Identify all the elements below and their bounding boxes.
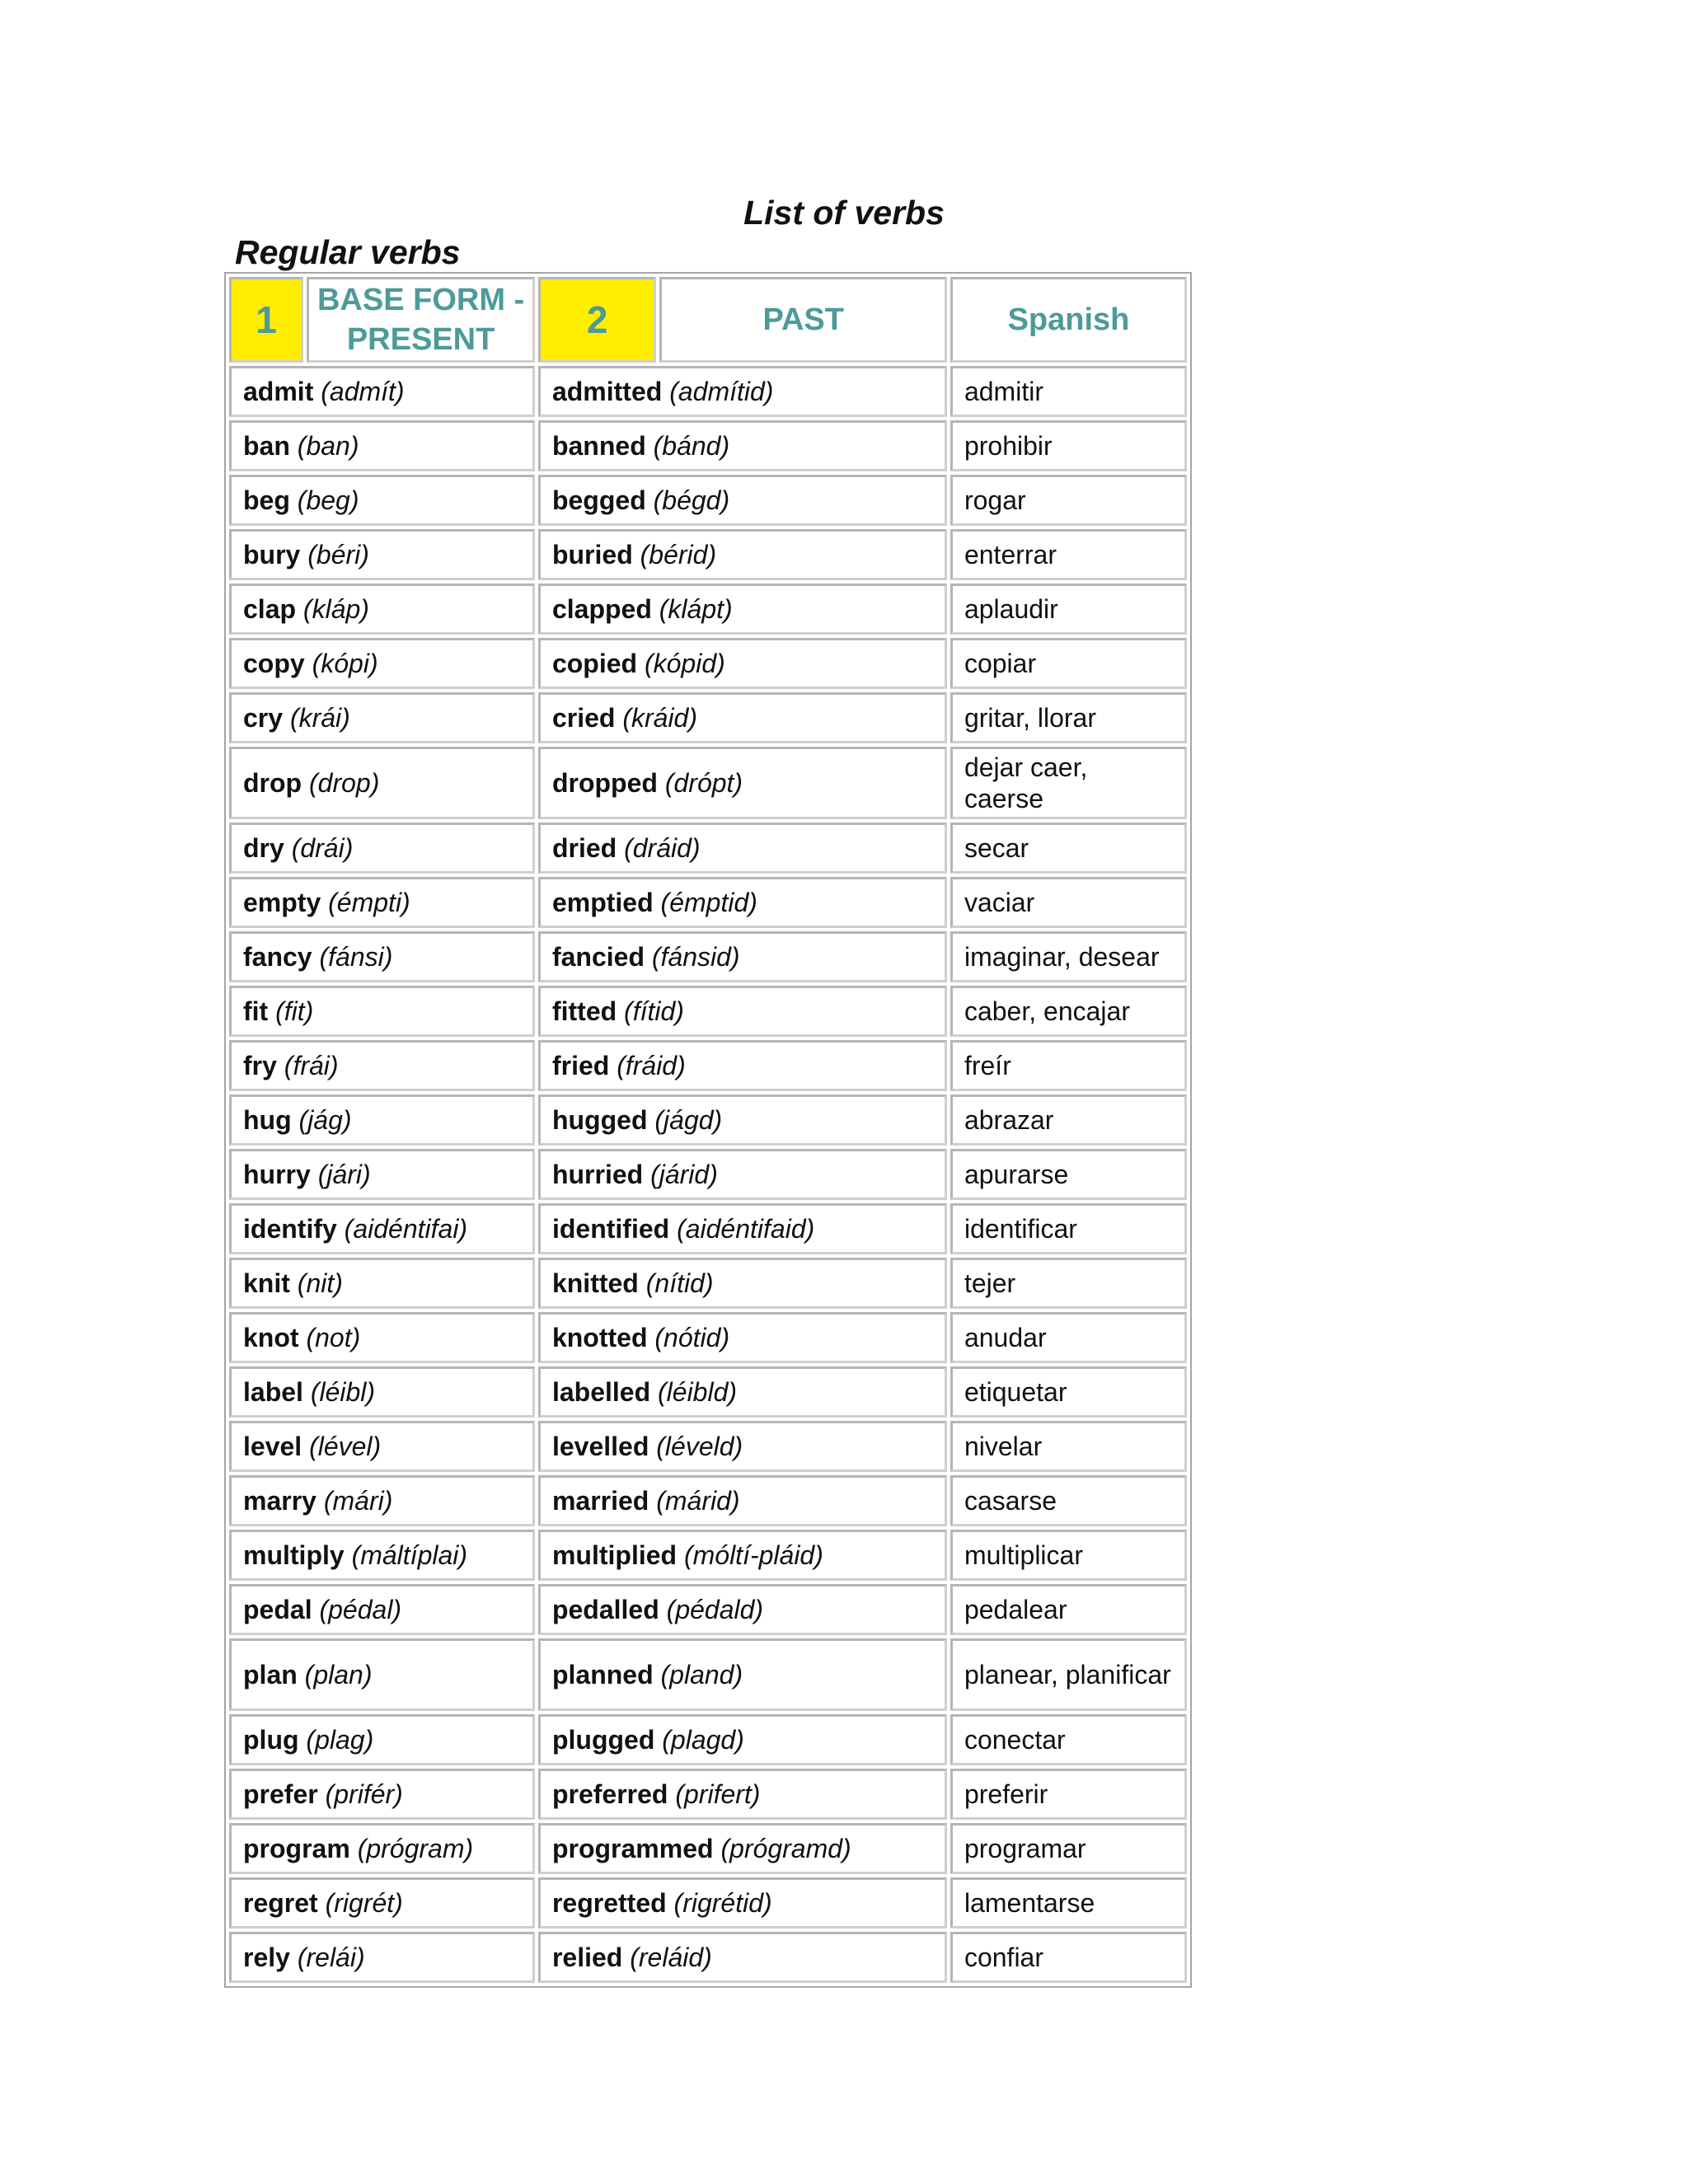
past-verb: cried	[551, 703, 616, 733]
table-row	[229, 1584, 1187, 1635]
table-row	[229, 1258, 1187, 1309]
base-verb: multiply	[243, 1540, 345, 1570]
past-form-cell	[538, 1584, 947, 1635]
spanish-translation: prohibir	[964, 431, 1053, 461]
base-form-cell	[229, 583, 535, 635]
past-verb: multiplied	[551, 1540, 678, 1570]
spanish-translation: tejer	[964, 1268, 1016, 1298]
spanish-cell	[950, 638, 1187, 689]
past-pronunciation: (drópt)	[664, 768, 743, 798]
spanish-cell	[950, 877, 1187, 928]
spanish-translation: enterrar	[964, 540, 1057, 569]
past-form-cell	[538, 1149, 947, 1200]
table-row	[229, 1421, 1187, 1472]
past-pronunciation: (fráid)	[617, 1051, 686, 1080]
past-pronunciation: (reláid)	[630, 1943, 712, 1972]
base-verb: beg	[243, 485, 290, 515]
table-row	[229, 823, 1187, 874]
base-form-cell	[229, 1149, 535, 1200]
base-verb: regret	[243, 1888, 318, 1918]
spanish-cell	[950, 1584, 1187, 1635]
base-pronunciation: (fit)	[275, 996, 314, 1026]
past-form-cell	[538, 638, 947, 689]
past-form-cell	[538, 366, 947, 417]
base-pronunciation: (pédal)	[319, 1595, 402, 1624]
spanish-cell	[950, 1530, 1187, 1581]
spanish-translation: nivelar	[964, 1432, 1043, 1461]
past-pronunciation: (nítid)	[645, 1268, 714, 1298]
base-pronunciation: (fánsi)	[319, 942, 393, 972]
base-pronunciation: (jág)	[298, 1105, 352, 1135]
table-row	[229, 1366, 1187, 1418]
past-form-cell	[538, 1714, 947, 1765]
base-form-cell	[229, 1094, 535, 1146]
table-row	[229, 420, 1187, 471]
base-form-cell	[229, 1312, 535, 1363]
base-form-cell	[229, 823, 535, 874]
base-pronunciation: (plag)	[306, 1725, 374, 1755]
spanish-translation: apurarse	[964, 1160, 1069, 1189]
base-form-cell	[229, 1203, 535, 1254]
table-row	[229, 1932, 1187, 1983]
header-number-1: 1	[229, 277, 303, 363]
spanish-cell	[950, 1040, 1187, 1091]
past-form-cell	[538, 823, 947, 874]
past-form-cell	[538, 1421, 947, 1472]
past-verb: hurried	[551, 1160, 644, 1189]
spanish-translation: freír	[964, 1051, 1011, 1080]
past-form-cell	[538, 1094, 947, 1146]
spanish-translation: vaciar	[964, 888, 1035, 917]
table-row	[229, 877, 1187, 928]
spanish-translation: programar	[964, 1834, 1086, 1863]
base-verb: cry	[243, 703, 284, 733]
past-form-cell	[538, 986, 947, 1037]
past-pronunciation: (dráid)	[624, 833, 701, 863]
past-form-cell	[538, 1769, 947, 1820]
spanish-translation: planear, planificar	[964, 1660, 1171, 1690]
past-verb: levelled	[551, 1432, 649, 1461]
base-pronunciation: (máltíplai)	[351, 1540, 468, 1570]
base-form-cell	[229, 1769, 535, 1820]
past-form-cell	[538, 1638, 947, 1711]
base-pronunciation: (drái)	[291, 833, 354, 863]
base-pronunciation: (mári)	[323, 1486, 393, 1516]
base-verb: copy	[243, 649, 305, 678]
past-verb: knotted	[551, 1323, 648, 1352]
table-row	[229, 1769, 1187, 1820]
base-pronunciation: (relái)	[297, 1943, 365, 1972]
past-pronunciation: (kráid)	[622, 703, 697, 733]
past-pronunciation: (pédald)	[666, 1595, 764, 1624]
header-spanish: Spanish	[950, 277, 1187, 363]
past-pronunciation: (fítid)	[624, 996, 684, 1026]
base-pronunciation: (lével)	[309, 1432, 382, 1461]
table-row	[229, 1823, 1187, 1874]
past-form-cell	[538, 1312, 947, 1363]
table-row	[229, 475, 1187, 526]
base-pronunciation: (prógram)	[357, 1834, 474, 1863]
table-row	[229, 366, 1187, 417]
base-verb: hug	[243, 1105, 292, 1135]
base-verb: level	[243, 1432, 302, 1461]
spanish-translation: preferir	[964, 1779, 1048, 1809]
base-verb: knit	[243, 1268, 290, 1298]
base-verb: hurry	[243, 1160, 311, 1189]
past-form-cell	[538, 1475, 947, 1526]
past-form-cell	[538, 1366, 947, 1418]
base-form-cell	[229, 529, 535, 580]
base-pronunciation: (léibl)	[310, 1377, 376, 1407]
past-verb: fancied	[551, 942, 645, 972]
table-row	[229, 583, 1187, 635]
past-pronunciation: (léibld)	[658, 1377, 738, 1407]
past-pronunciation: (móltí-pláid)	[683, 1540, 823, 1570]
past-form-cell	[538, 1530, 947, 1581]
base-verb: fit	[243, 996, 269, 1026]
table-row	[229, 1149, 1187, 1200]
base-pronunciation: (kláp)	[302, 594, 369, 624]
base-pronunciation: (jári)	[317, 1160, 371, 1189]
past-pronunciation: (kópid)	[644, 649, 725, 678]
past-verb: programmed	[551, 1834, 714, 1863]
base-verb: empty	[243, 888, 321, 917]
past-pronunciation: (márid)	[656, 1486, 740, 1516]
base-verb: plan	[243, 1660, 298, 1690]
past-verb: banned	[551, 431, 646, 461]
past-form-cell	[538, 692, 947, 743]
base-form-cell	[229, 1366, 535, 1418]
base-pronunciation: (nit)	[297, 1268, 343, 1298]
base-form-cell	[229, 366, 535, 417]
past-form-cell	[538, 877, 947, 928]
past-verb: pedalled	[551, 1595, 659, 1624]
base-verb: program	[243, 1834, 350, 1863]
base-verb: plug	[243, 1725, 299, 1755]
spanish-cell	[950, 1877, 1187, 1929]
spanish-translation: imaginar, desear	[964, 942, 1160, 972]
table-row	[229, 1094, 1187, 1146]
past-verb: copied	[551, 649, 638, 678]
past-pronunciation: (prifert)	[675, 1779, 761, 1809]
spanish-cell	[950, 1421, 1187, 1472]
past-verb: clapped	[551, 594, 652, 624]
past-pronunciation: (jágd)	[654, 1105, 723, 1135]
table-row	[229, 1714, 1187, 1765]
past-pronunciation: (nótid)	[654, 1323, 730, 1352]
base-verb: fry	[243, 1051, 277, 1080]
base-verb: knot	[243, 1323, 299, 1352]
past-pronunciation: (bánd)	[653, 431, 730, 461]
spanish-cell	[950, 1475, 1187, 1526]
spanish-translation: etiquetar	[964, 1377, 1067, 1407]
past-pronunciation: (émptid)	[660, 888, 757, 917]
base-form-cell	[229, 747, 535, 819]
base-pronunciation: (frái)	[284, 1051, 339, 1080]
base-verb: rely	[243, 1943, 290, 1972]
spanish-cell	[950, 420, 1187, 471]
past-verb: fitted	[551, 996, 617, 1026]
base-form-cell	[229, 1638, 535, 1711]
base-verb: identify	[243, 1214, 337, 1244]
spanish-translation: aplaudir	[964, 594, 1058, 624]
spanish-translation: gritar, llorar	[964, 703, 1096, 733]
base-form-cell	[229, 1530, 535, 1581]
base-form-cell	[229, 1040, 535, 1091]
base-pronunciation: (admít)	[321, 377, 405, 406]
past-verb: admitted	[551, 377, 663, 406]
spanish-translation: admitir	[964, 377, 1043, 406]
table-row	[229, 747, 1187, 819]
spanish-cell	[950, 1094, 1187, 1146]
table-row	[229, 1312, 1187, 1363]
spanish-cell	[950, 529, 1187, 580]
past-verb: buried	[551, 540, 633, 569]
past-verb: planned	[551, 1660, 654, 1690]
past-form-cell	[538, 1258, 947, 1309]
base-verb: bury	[243, 540, 301, 569]
past-verb: dried	[551, 833, 617, 863]
spanish-cell	[950, 1258, 1187, 1309]
spanish-cell	[950, 366, 1187, 417]
past-form-cell	[538, 583, 947, 635]
past-pronunciation: (pland)	[660, 1660, 743, 1690]
base-form-cell	[229, 1877, 535, 1929]
verbs-table	[224, 272, 1192, 1988]
base-form-cell	[229, 1714, 535, 1765]
past-verb: labelled	[551, 1377, 651, 1407]
spanish-translation: confiar	[964, 1943, 1043, 1972]
past-form-cell	[538, 475, 947, 526]
base-form-cell	[229, 877, 535, 928]
past-verb: begged	[551, 485, 646, 515]
spanish-cell	[950, 475, 1187, 526]
base-form-cell	[229, 1584, 535, 1635]
base-form-cell	[229, 986, 535, 1037]
base-form-cell	[229, 1258, 535, 1309]
past-verb: hugged	[551, 1105, 648, 1135]
past-form-cell	[538, 1040, 947, 1091]
past-verb: dropped	[551, 768, 658, 798]
past-verb: regretted	[551, 1888, 667, 1918]
base-verb: marry	[243, 1486, 316, 1516]
past-pronunciation: (fánsid)	[651, 942, 740, 972]
past-form-cell	[538, 931, 947, 982]
past-form-cell	[538, 747, 947, 819]
spanish-cell	[950, 1149, 1187, 1200]
base-form-cell	[229, 1932, 535, 1983]
base-form-cell	[229, 1823, 535, 1874]
past-pronunciation: (klápt)	[659, 594, 733, 624]
past-form-cell	[538, 420, 947, 471]
spanish-cell	[950, 583, 1187, 635]
header-past: PAST	[659, 277, 947, 363]
base-form-cell	[229, 692, 535, 743]
spanish-translation: caber, encajar	[964, 996, 1130, 1026]
base-form-cell	[229, 1475, 535, 1526]
base-form-cell	[229, 1421, 535, 1472]
base-verb: prefer	[243, 1779, 318, 1809]
spanish-cell	[950, 1769, 1187, 1820]
table-header-row	[229, 277, 1187, 363]
past-pronunciation: (plagd)	[662, 1725, 744, 1755]
spanish-translation: casarse	[964, 1486, 1057, 1516]
base-verb: fancy	[243, 942, 312, 972]
base-pronunciation: (prifér)	[325, 1779, 403, 1809]
spanish-translation: pedalear	[964, 1595, 1067, 1624]
past-verb: preferred	[551, 1779, 668, 1809]
past-pronunciation: (rigrétid)	[673, 1888, 772, 1918]
table-row	[229, 529, 1187, 580]
spanish-translation: abrazar	[964, 1105, 1054, 1135]
spanish-cell	[950, 1823, 1187, 1874]
past-pronunciation: (léveld)	[656, 1432, 743, 1461]
spanish-cell	[950, 986, 1187, 1037]
spanish-translation: secar	[964, 833, 1029, 863]
spanish-translation: multiplicar	[964, 1540, 1083, 1570]
past-verb: plugged	[551, 1725, 655, 1755]
past-pronunciation: (bégd)	[653, 485, 730, 515]
base-pronunciation: (émpti)	[328, 888, 410, 917]
past-form-cell	[538, 1203, 947, 1254]
base-pronunciation: (kópi)	[312, 649, 378, 678]
spanish-cell	[950, 931, 1187, 982]
past-pronunciation: (prógramd)	[720, 1834, 851, 1863]
base-verb: ban	[243, 431, 290, 461]
base-pronunciation: (drop)	[308, 768, 380, 798]
spanish-cell	[950, 747, 1187, 819]
table-row	[229, 638, 1187, 689]
page-title: List of verbs	[743, 194, 945, 232]
table-row	[229, 1040, 1187, 1091]
base-pronunciation: (rigrét)	[325, 1888, 403, 1918]
base-verb: pedal	[243, 1595, 312, 1624]
past-form-cell	[538, 1932, 947, 1983]
spanish-cell	[950, 1366, 1187, 1418]
header-base-form: BASE FORM - PRESENT	[307, 277, 535, 363]
base-form-cell	[229, 638, 535, 689]
base-pronunciation: (aidéntifai)	[344, 1214, 468, 1244]
past-verb: married	[551, 1486, 649, 1516]
past-pronunciation: (járid)	[650, 1160, 718, 1189]
past-verb: fried	[551, 1051, 610, 1080]
base-verb: dry	[243, 833, 284, 863]
base-verb: clap	[243, 594, 297, 624]
spanish-cell	[950, 1203, 1187, 1254]
spanish-cell	[950, 692, 1187, 743]
base-pronunciation: (beg)	[297, 485, 359, 515]
verb-rows	[229, 366, 1187, 1983]
past-pronunciation: (admítid)	[669, 377, 774, 406]
base-verb: admit	[243, 377, 314, 406]
spanish-translation: conectar	[964, 1725, 1066, 1755]
past-pronunciation: (bérid)	[640, 540, 717, 569]
past-verb: knitted	[551, 1268, 639, 1298]
spanish-translation: lamentarse	[964, 1888, 1095, 1918]
base-pronunciation: (béri)	[307, 540, 369, 569]
base-pronunciation: (not)	[306, 1323, 361, 1352]
spanish-translation: identificar	[964, 1214, 1077, 1244]
base-verb: label	[243, 1377, 303, 1407]
table-row	[229, 1203, 1187, 1254]
base-form-cell	[229, 420, 535, 471]
past-pronunciation: (aidéntifaid)	[677, 1214, 815, 1244]
table-row	[229, 931, 1187, 982]
table-row	[229, 1638, 1187, 1711]
table-row	[229, 1475, 1187, 1526]
base-pronunciation: (krái)	[289, 703, 350, 733]
base-form-cell	[229, 475, 535, 526]
table-row	[229, 1530, 1187, 1581]
spanish-translation: anudar	[964, 1323, 1047, 1352]
past-form-cell	[538, 529, 947, 580]
base-pronunciation: (ban)	[297, 431, 359, 461]
base-pronunciation: (plan)	[304, 1660, 373, 1690]
section-title: Regular verbs	[235, 233, 461, 271]
table-row	[229, 1877, 1187, 1929]
spanish-cell	[950, 1714, 1187, 1765]
past-form-cell	[538, 1877, 947, 1929]
spanish-translation: rogar	[964, 485, 1026, 515]
past-form-cell	[538, 1823, 947, 1874]
spanish-cell	[950, 1932, 1187, 1983]
spanish-cell	[950, 1312, 1187, 1363]
table-row	[229, 692, 1187, 743]
header-number-2: 2	[538, 277, 657, 363]
base-verb: drop	[243, 768, 302, 798]
spanish-cell	[950, 823, 1187, 874]
past-verb: emptied	[551, 888, 654, 917]
spanish-translation: dejar caer, caerse	[964, 752, 1088, 813]
spanish-cell	[950, 1638, 1187, 1711]
spanish-translation: copiar	[964, 649, 1037, 678]
past-verb: relied	[551, 1943, 623, 1972]
past-verb: identified	[551, 1214, 670, 1244]
table-row	[229, 986, 1187, 1037]
base-form-cell	[229, 931, 535, 982]
